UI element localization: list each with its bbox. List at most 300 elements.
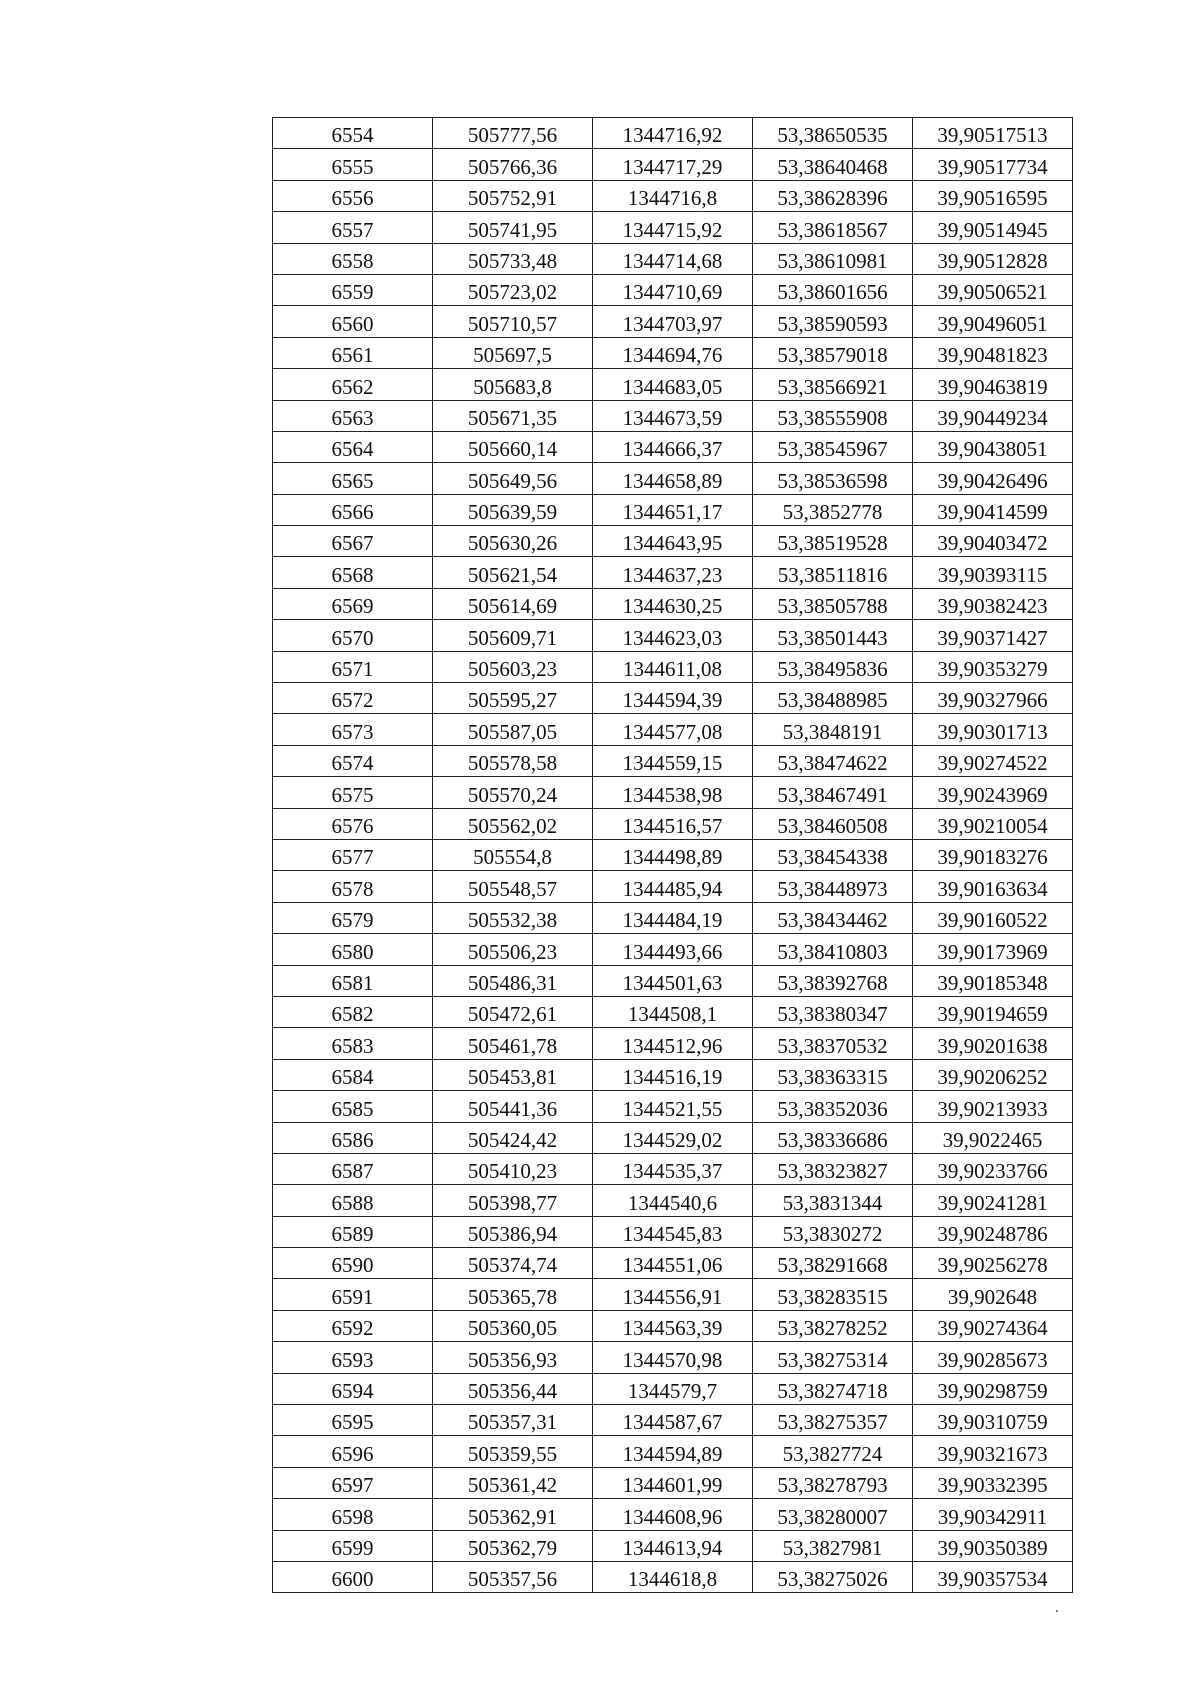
cell-value: 53,38628396 (777, 186, 888, 211)
cell-value: 53,38460508 (777, 813, 888, 838)
y-coordinate-cell (593, 934, 753, 965)
cell-value: 505649,56 (467, 468, 558, 493)
table-row (273, 1499, 1073, 1530)
point-number-cell (273, 1405, 433, 1436)
cell-value: 6595 (331, 1410, 374, 1435)
table-row (273, 243, 1073, 274)
cell-value: 6585 (331, 1096, 374, 1121)
cell-value: 1344516,19 (622, 1065, 723, 1090)
point-number-cell (273, 243, 433, 274)
latitude-cell (753, 431, 913, 462)
cell-value: 53,38323827 (777, 1159, 888, 1184)
longitude-cell (913, 1216, 1073, 1247)
cell-value: 53,38283515 (777, 1284, 888, 1309)
longitude-cell (913, 1405, 1073, 1436)
latitude-cell (753, 996, 913, 1027)
point-number-cell (273, 651, 433, 682)
point-number-cell (273, 934, 433, 965)
point-number-cell (273, 1373, 433, 1404)
cell-value: 39,90463819 (937, 374, 1048, 399)
cell-value: 39,90481823 (937, 343, 1048, 368)
x-coordinate-cell (433, 1153, 593, 1184)
cell-value: 1344673,59 (622, 405, 723, 430)
x-coordinate-cell (433, 1310, 593, 1341)
cell-value: 53,38579018 (777, 343, 888, 368)
cell-value: 505587,05 (467, 719, 558, 744)
point-number-cell (273, 620, 433, 651)
table-row (273, 808, 1073, 839)
x-coordinate-cell (433, 1091, 593, 1122)
table-row (273, 494, 1073, 525)
x-coordinate-cell (433, 1279, 593, 1310)
longitude-cell (913, 1342, 1073, 1373)
cell-value: 6581 (331, 970, 374, 995)
longitude-cell (913, 212, 1073, 243)
y-coordinate-cell (593, 243, 753, 274)
longitude-cell (913, 557, 1073, 588)
y-coordinate-cell (593, 588, 753, 619)
cell-value: 1344540,6 (627, 1190, 718, 1215)
y-coordinate-cell (593, 1279, 753, 1310)
cell-value: 6588 (331, 1190, 374, 1215)
table-row (273, 902, 1073, 933)
cell-value: 53,38545967 (777, 437, 888, 462)
latitude-cell (753, 1467, 913, 1498)
cell-value: 39,90449234 (937, 405, 1048, 430)
longitude-cell (913, 243, 1073, 274)
table-row (273, 557, 1073, 588)
table-row (273, 1436, 1073, 1467)
y-coordinate-cell (593, 526, 753, 557)
table-row (273, 526, 1073, 557)
x-coordinate-cell (433, 1216, 593, 1247)
cell-value: 39,90332395 (937, 1473, 1048, 1498)
cell-value: 39,90517734 (937, 154, 1048, 179)
cell-value: 39,90206252 (937, 1065, 1048, 1090)
cell-value: 6583 (331, 1033, 374, 1058)
x-coordinate-cell (433, 808, 593, 839)
cell-value: 53,38474622 (777, 751, 888, 776)
cell-value: 53,38511816 (777, 562, 888, 587)
cell-value: 53,3830272 (782, 1222, 883, 1247)
cell-value: 6572 (331, 688, 374, 713)
latitude-cell (753, 1310, 913, 1341)
cell-value: 1344551,06 (622, 1253, 723, 1278)
x-coordinate-cell (433, 588, 593, 619)
cell-value: 53,38501443 (777, 625, 888, 650)
cell-value: 1344694,76 (622, 343, 723, 368)
cell-value: 53,38488985 (777, 688, 888, 713)
point-number-cell (273, 118, 433, 149)
table-row (273, 274, 1073, 305)
cell-value: 505548,57 (467, 876, 558, 901)
cell-value: 53,38519528 (777, 531, 888, 556)
cell-value: 505362,79 (467, 1535, 558, 1560)
longitude-cell (913, 1059, 1073, 1090)
x-coordinate-cell (433, 118, 593, 149)
table-row (273, 1216, 1073, 1247)
cell-value: 505486,31 (467, 970, 558, 995)
table-row (273, 400, 1073, 431)
cell-value: 1344529,02 (622, 1127, 723, 1152)
cell-value: 505697,5 (473, 343, 552, 368)
table-row (273, 369, 1073, 400)
latitude-cell (753, 1028, 913, 1059)
point-number-cell (273, 337, 433, 368)
y-coordinate-cell (593, 1122, 753, 1153)
cell-value: 505359,55 (467, 1441, 558, 1466)
latitude-cell (753, 526, 913, 557)
cell-value: 505424,42 (467, 1127, 558, 1152)
cell-value: 39,90274522 (937, 751, 1048, 776)
cell-value: 39,90403472 (937, 531, 1048, 556)
cell-value: 39,9022465 (942, 1127, 1043, 1152)
cell-value: 39,90310759 (937, 1410, 1048, 1435)
cell-value: 6577 (331, 845, 374, 870)
table-row (273, 337, 1073, 368)
longitude-cell (913, 1185, 1073, 1216)
cell-value: 505360,05 (467, 1316, 558, 1341)
y-coordinate-cell (593, 118, 753, 149)
cell-value: 505356,93 (467, 1347, 558, 1372)
x-coordinate-cell (433, 651, 593, 682)
y-coordinate-cell (593, 431, 753, 462)
x-coordinate-cell (433, 714, 593, 745)
latitude-cell (753, 808, 913, 839)
cell-value: 53,38590593 (777, 311, 888, 336)
cell-value: 39,90327966 (937, 688, 1048, 713)
x-coordinate-cell (433, 871, 593, 902)
y-coordinate-cell (593, 996, 753, 1027)
cell-value: 53,3827981 (782, 1535, 883, 1560)
cell-value: 1344643,95 (622, 531, 723, 556)
point-number-cell (273, 1310, 433, 1341)
table-row (273, 463, 1073, 494)
point-number-cell (273, 149, 433, 180)
longitude-cell (913, 369, 1073, 400)
point-number-cell (273, 965, 433, 996)
y-coordinate-cell (593, 1405, 753, 1436)
y-coordinate-cell (593, 557, 753, 588)
latitude-cell (753, 180, 913, 211)
cell-value: 6592 (331, 1316, 374, 1341)
x-coordinate-cell (433, 1342, 593, 1373)
x-coordinate-cell (433, 243, 593, 274)
table-row (273, 1342, 1073, 1373)
y-coordinate-cell (593, 965, 753, 996)
latitude-cell (753, 149, 913, 180)
coordinates-table (272, 117, 1073, 1593)
cell-value: 1344501,63 (622, 970, 723, 995)
longitude-cell (913, 180, 1073, 211)
cell-value: 505660,14 (467, 437, 558, 462)
cell-value: 53,38640468 (777, 154, 888, 179)
y-coordinate-cell (593, 1248, 753, 1279)
cell-value: 6578 (331, 876, 374, 901)
table-row (273, 714, 1073, 745)
latitude-cell (753, 494, 913, 525)
y-coordinate-cell (593, 620, 753, 651)
table-row (273, 180, 1073, 211)
cell-value: 6575 (331, 782, 374, 807)
cell-value: 39,90248786 (937, 1222, 1048, 1247)
cell-value: 53,38610981 (777, 248, 888, 273)
cell-value: 39,90185348 (937, 970, 1048, 995)
cell-value: 39,90298759 (937, 1379, 1048, 1404)
x-coordinate-cell (433, 369, 593, 400)
point-number-cell (273, 902, 433, 933)
table-row (273, 965, 1073, 996)
x-coordinate-cell (433, 274, 593, 305)
longitude-cell (913, 934, 1073, 965)
cell-value: 505671,35 (467, 405, 558, 430)
x-coordinate-cell (433, 1561, 593, 1592)
table-row (273, 683, 1073, 714)
y-coordinate-cell (593, 149, 753, 180)
cell-value: 53,38566921 (777, 374, 888, 399)
cell-value: 505554,8 (473, 845, 552, 870)
longitude-cell (913, 683, 1073, 714)
cell-value: 39,90512828 (937, 248, 1048, 273)
cell-value: 505741,95 (467, 217, 558, 242)
latitude-cell (753, 337, 913, 368)
cell-value: 53,38650535 (777, 123, 888, 148)
latitude-cell (753, 683, 913, 714)
cell-value: 505361,42 (467, 1473, 558, 1498)
longitude-cell (913, 463, 1073, 494)
latitude-cell (753, 1248, 913, 1279)
point-number-cell (273, 494, 433, 525)
latitude-cell (753, 902, 913, 933)
y-coordinate-cell (593, 1216, 753, 1247)
point-number-cell (273, 557, 433, 588)
cell-value: 1344535,37 (622, 1159, 723, 1184)
longitude-cell (913, 274, 1073, 305)
cell-value: 6570 (331, 625, 374, 650)
longitude-cell (913, 777, 1073, 808)
latitude-cell (753, 620, 913, 651)
cell-value: 39,90414599 (937, 500, 1048, 525)
point-number-cell (273, 839, 433, 870)
cell-value: 6600 (331, 1567, 374, 1592)
cell-value: 1344623,03 (622, 625, 723, 650)
latitude-cell (753, 1153, 913, 1184)
cell-value: 505639,59 (467, 500, 558, 525)
cell-value: 53,38275026 (777, 1567, 888, 1592)
cell-value: 39,90213933 (937, 1096, 1048, 1121)
y-coordinate-cell (593, 1091, 753, 1122)
cell-value: 505723,02 (467, 280, 558, 305)
cell-value: 53,38278252 (777, 1316, 888, 1341)
point-number-cell (273, 588, 433, 619)
latitude-cell (753, 463, 913, 494)
cell-value: 505595,27 (467, 688, 558, 713)
longitude-cell (913, 1373, 1073, 1404)
latitude-cell (753, 777, 913, 808)
cell-value: 53,38434462 (777, 908, 888, 933)
x-coordinate-cell (433, 1248, 593, 1279)
y-coordinate-cell (593, 1059, 753, 1090)
longitude-cell (913, 1499, 1073, 1530)
cell-value: 39,90243969 (937, 782, 1048, 807)
cell-value: 39,90371427 (937, 625, 1048, 650)
cell-value: 505386,94 (467, 1222, 558, 1247)
cell-value: 505461,78 (467, 1033, 558, 1058)
cell-value: 6580 (331, 939, 374, 964)
point-number-cell (273, 400, 433, 431)
table-row (273, 777, 1073, 808)
cell-value: 53,38380347 (777, 1002, 888, 1027)
cell-value: 1344716,8 (627, 186, 718, 211)
table-row (273, 651, 1073, 682)
cell-value: 1344594,39 (622, 688, 723, 713)
cell-value: 505562,02 (467, 813, 558, 838)
table-row (273, 1185, 1073, 1216)
cell-value: 53,38336686 (777, 1127, 888, 1152)
cell-value: 53,38555908 (777, 405, 888, 430)
table-row (273, 118, 1073, 149)
cell-value: 1344613,94 (622, 1535, 723, 1560)
cell-value: 505357,31 (467, 1410, 558, 1435)
latitude-cell (753, 651, 913, 682)
x-coordinate-cell (433, 463, 593, 494)
y-coordinate-cell (593, 1499, 753, 1530)
cell-value: 39,90233766 (937, 1159, 1048, 1184)
cell-value: 505752,91 (467, 186, 558, 211)
cell-value: 1344484,19 (622, 908, 723, 933)
cell-value: 6589 (331, 1222, 374, 1247)
cell-value: 505777,56 (467, 123, 558, 148)
table-row (273, 871, 1073, 902)
longitude-cell (913, 526, 1073, 557)
cell-value: 39,90426496 (937, 468, 1048, 493)
longitude-cell (913, 1530, 1073, 1561)
y-coordinate-cell (593, 1342, 753, 1373)
table-row (273, 588, 1073, 619)
y-coordinate-cell (593, 463, 753, 494)
latitude-cell (753, 745, 913, 776)
cell-value: 1344683,05 (622, 374, 723, 399)
table-row (273, 1059, 1073, 1090)
longitude-cell (913, 400, 1073, 431)
latitude-cell (753, 1561, 913, 1592)
y-coordinate-cell (593, 274, 753, 305)
x-coordinate-cell (433, 306, 593, 337)
latitude-cell (753, 1499, 913, 1530)
cell-value: 1344716,92 (622, 123, 723, 148)
y-coordinate-cell (593, 1436, 753, 1467)
cell-value: 53,3831344 (782, 1190, 883, 1215)
cell-value: 505733,48 (467, 248, 558, 273)
latitude-cell (753, 1405, 913, 1436)
cell-value: 6571 (331, 657, 374, 682)
point-number-cell (273, 1499, 433, 1530)
cell-value: 6567 (331, 531, 374, 556)
cell-value: 39,90163634 (937, 876, 1048, 901)
cell-value: 39,90353279 (937, 657, 1048, 682)
cell-value: 1344516,57 (622, 813, 723, 838)
point-number-cell (273, 1342, 433, 1373)
table-row (273, 745, 1073, 776)
latitude-cell (753, 212, 913, 243)
cell-value: 6582 (331, 1002, 374, 1027)
cell-value: 53,38275357 (777, 1410, 888, 1435)
y-coordinate-cell (593, 337, 753, 368)
cell-value: 505374,74 (467, 1253, 558, 1278)
cell-value: 1344651,17 (622, 500, 723, 525)
point-number-cell (273, 996, 433, 1027)
latitude-cell (753, 1342, 913, 1373)
y-coordinate-cell (593, 1561, 753, 1592)
longitude-cell (913, 1279, 1073, 1310)
point-number-cell (273, 306, 433, 337)
cell-value: 1344570,98 (622, 1347, 723, 1372)
x-coordinate-cell (433, 620, 593, 651)
point-number-cell (273, 463, 433, 494)
cell-value: 53,38291668 (777, 1253, 888, 1278)
cell-value: 505398,77 (467, 1190, 558, 1215)
point-number-cell (273, 180, 433, 211)
cell-value: 1344498,89 (622, 845, 723, 870)
cell-value: 1344637,23 (622, 562, 723, 587)
longitude-cell (913, 651, 1073, 682)
y-coordinate-cell (593, 306, 753, 337)
scan-speck (1056, 1610, 1058, 1612)
table-row (273, 212, 1073, 243)
table-row (273, 1279, 1073, 1310)
x-coordinate-cell (433, 1467, 593, 1498)
cell-value: 6593 (331, 1347, 374, 1372)
longitude-cell (913, 996, 1073, 1027)
x-coordinate-cell (433, 557, 593, 588)
y-coordinate-cell (593, 1185, 753, 1216)
cell-value: 505603,23 (467, 657, 558, 682)
point-number-cell (273, 274, 433, 305)
cell-value: 6569 (331, 594, 374, 619)
cell-value: 1344579,7 (627, 1379, 718, 1404)
cell-value: 39,90256278 (937, 1253, 1048, 1278)
cell-value: 39,90496051 (937, 311, 1048, 336)
cell-value: 1344714,68 (622, 248, 723, 273)
cell-value: 39,90357534 (937, 1567, 1048, 1592)
cell-value: 1344710,69 (622, 280, 723, 305)
cell-value: 1344717,29 (622, 154, 723, 179)
y-coordinate-cell (593, 400, 753, 431)
cell-value: 39,90183276 (937, 845, 1048, 870)
cell-value: 39,90321673 (937, 1441, 1048, 1466)
longitude-cell (913, 306, 1073, 337)
cell-value: 1344521,55 (622, 1096, 723, 1121)
x-coordinate-cell (433, 1405, 593, 1436)
longitude-cell (913, 1028, 1073, 1059)
longitude-cell (913, 902, 1073, 933)
cell-value: 505357,56 (467, 1567, 558, 1592)
cell-value: 53,38352036 (777, 1096, 888, 1121)
cell-value: 505453,81 (467, 1065, 558, 1090)
point-number-cell (273, 431, 433, 462)
cell-value: 505710,57 (467, 311, 558, 336)
cell-value: 505630,26 (467, 531, 558, 556)
x-coordinate-cell (433, 1028, 593, 1059)
cell-value: 53,38275314 (777, 1347, 888, 1372)
cell-value: 39,90342911 (937, 1504, 1048, 1529)
cell-value: 1344608,96 (622, 1504, 723, 1529)
cell-value: 1344493,66 (622, 939, 723, 964)
latitude-cell (753, 1530, 913, 1561)
cell-value: 1344559,15 (622, 751, 723, 776)
cell-value: 6554 (331, 123, 374, 148)
cell-value: 505506,23 (467, 939, 558, 964)
